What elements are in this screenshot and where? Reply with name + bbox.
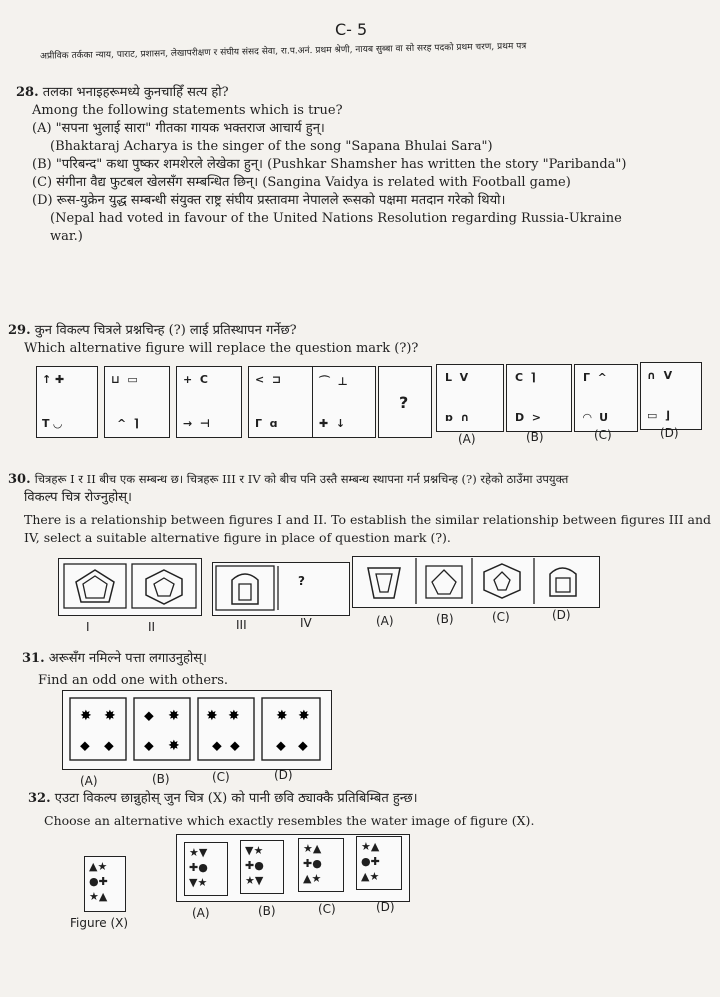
q32-label-a: (A) (192, 906, 210, 920)
q29-fig-2: ⊔ ▭ ^ ⌉ (104, 366, 170, 438)
q30-label-3: III (236, 618, 247, 632)
q31-label-c: (C) (212, 770, 230, 784)
q30-label-2: II (148, 620, 156, 634)
q28-number: 28. (16, 85, 39, 100)
q30-english-1: There is a relationship between figures I and II. To establish the similar relationship between figures III and (24, 512, 712, 527)
q31-option-figures[interactable] (66, 694, 328, 766)
q29-label-a: (A) (458, 432, 476, 446)
q28-nepali: तलका भनाइहरूमध्ये कुनचाहिँ सत्य हो? (42, 85, 229, 100)
q29-option-c-figure[interactable]: Γ ^ ◠ U (574, 364, 638, 432)
q29-number: 29. (8, 323, 31, 338)
question-31 (22, 650, 702, 690)
q29-label-b: (B) (526, 430, 544, 444)
q29-label-d: (D) (660, 426, 679, 440)
q28-option-a: (A) "सपना भुलाई सारा" गीतका गायक भक्तराज आचार्य हुन्। (32, 121, 325, 136)
q30-nepali-1: चित्रहरू I र II बीच एक सम्बन्ध छ। चित्रहरू III र IV को बीच पनि उस्तै सम्बन्ध स्थापना गर्न प्रश्नचिन्ह (?) रहेको ठाउँमा उपयुक्त (34, 472, 569, 486)
q30-label-a: (A) (376, 614, 394, 628)
q31-nepali: अरूसँग नमिल्ने पत्ता लगाउनुहोस्। (48, 651, 207, 666)
svg-text:✸: ✸ (228, 708, 240, 724)
q28-option-b: (B) "परिबन्द" कथा पुष्कर शमशेरले लेखेका हुन्। (Pushkar Shamsher has written the story "Paribanda") (32, 157, 627, 172)
svg-text:⬥: ⬥ (144, 708, 154, 724)
q30-label-c: (C) (492, 610, 510, 624)
q32-nepali: एउटा विकल्प छान्नुहोस् जुन चित्र (X) को पानी छवि ठ्याक्कै प्रतिबिम्बित हुन्छ। (54, 791, 418, 806)
q32-option-b[interactable]: ▼★ ✚● ★▼ (240, 840, 284, 894)
q30-question-mark: ? (298, 574, 305, 588)
svg-text:✸: ✸ (168, 738, 180, 754)
q30-label-b: (B) (436, 612, 454, 626)
q32-label-c: (C) (318, 902, 336, 916)
q29-fig-5: ⌒ ⊥ ✚ ↓ (312, 366, 376, 438)
q32-option-c[interactable]: ★▲ ✚● ▲★ (298, 838, 344, 892)
q29-option-a-figure[interactable]: L V ɒ ∩ (436, 364, 504, 432)
q29-fig-3: + C → ⊣ (176, 366, 242, 438)
q32-english: Choose an alternative which exactly resembles the water image of figure (X). (44, 813, 535, 828)
q29-option-d-figure[interactable]: ∩ V ▭ ⌋ (640, 362, 702, 430)
q30-fig-pair (62, 562, 202, 612)
q29-option-b-figure[interactable]: C ⌉ D > (506, 364, 572, 432)
q31-label-b: (B) (152, 772, 170, 786)
svg-text:✸: ✸ (298, 708, 310, 724)
q28-option-d: (D) रूस-युक्रेन युद्ध सम्बन्धी संयुक्त राष्ट्र संघीय प्रस्तावमा नेपालले रूसको पक्षमा मतदान गरेको थियो। (32, 193, 506, 208)
q29-label-c: (C) (594, 428, 612, 442)
svg-text:⬥: ⬥ (80, 738, 90, 754)
q28-option-d-en1: (Nepal had voted in favour of the United Nations Resolution regarding Russia-Ukraine (50, 211, 622, 226)
q30-english-2: IV, select a suitable alternative figure in place of question mark (?). (24, 530, 451, 545)
q28-option-c: (C) संगीना वैद्य फुटबल खेलसँग सम्बन्धित छिन्। (Sangina Vaidya is related with Football game) (32, 175, 571, 190)
svg-text:✸: ✸ (80, 708, 92, 724)
svg-text:⬥: ⬥ (212, 738, 222, 754)
q30-number: 30. (8, 472, 31, 487)
q30-fig-3 (214, 564, 346, 612)
q29-fig-1: ↑ ✚ T ◡ (36, 366, 98, 438)
svg-text:⬥: ⬥ (230, 738, 240, 754)
q32-option-d[interactable]: ★▲ ●✚ ▲★ (356, 836, 402, 890)
q30-option-figures[interactable] (354, 558, 598, 604)
svg-text:⬥: ⬥ (276, 738, 286, 754)
question-28 (16, 84, 706, 246)
q32-label-d: (D) (376, 900, 395, 914)
q29-question-mark: ? (399, 393, 409, 412)
q30-label-4: IV (300, 616, 312, 630)
q30-nepali-2: विकल्प चित्र रोज्नुहोस्। (24, 490, 132, 505)
q32-option-a[interactable]: ★▼ ✚● ▼★ (184, 842, 228, 896)
q29-english: Which alternative figure will replace the question mark (?)? (24, 341, 419, 356)
q32-label-b: (B) (258, 904, 276, 918)
q32-figure-x-label: Figure (X) (70, 916, 129, 930)
page-code: C- 5 (335, 20, 368, 39)
q28-option-d-en2: war.) (50, 229, 83, 244)
svg-text:⬥: ⬥ (104, 738, 114, 754)
q29-fig-4: < ⊐ Γ ɑ (248, 366, 314, 438)
q31-number: 31. (22, 651, 45, 666)
q31-label-d: (D) (274, 768, 293, 782)
q28-option-a-en: (Bhaktaraj Acharya is the singer of the song "Sapana Bhulai Sara") (50, 139, 493, 154)
svg-text:✸: ✸ (168, 708, 180, 724)
svg-text:✸: ✸ (276, 708, 288, 724)
q32-number: 32. (28, 791, 51, 806)
svg-text:✸: ✸ (104, 708, 116, 724)
q31-label-a: (A) (80, 774, 98, 788)
question-29 (8, 322, 708, 358)
svg-text:⬥: ⬥ (298, 738, 308, 754)
q30-label-1: I (86, 620, 90, 634)
question-32 (28, 790, 708, 830)
q29-question-figure (378, 366, 432, 438)
q31-english: Find an odd one with others. (38, 673, 229, 688)
question-30 (8, 470, 714, 547)
q28-english: Among the following statements which is true? (32, 103, 343, 118)
q29-nepali: कुन विकल्प चित्रले प्रश्नचिन्ह (?) लाई प्रतिस्थापन गर्नेछ? (34, 323, 297, 338)
svg-text:⬥: ⬥ (144, 738, 154, 754)
subject-line: अप्रीविक तर्कका न्याय, पाराट, प्रशासन, लेखापरीक्षण र संघीय संसद सेवा, रा.प.अनं. प्रथम श्रेणी, नायब सुब्बा वा सो सरह पदको प्रथम चरण, प्रथम पत्र (39, 41, 527, 62)
q30-label-d: (D) (552, 608, 571, 622)
q32-figure-x: ▲★ ●✚ ★▲ (84, 856, 126, 912)
svg-text:✸: ✸ (206, 708, 218, 724)
